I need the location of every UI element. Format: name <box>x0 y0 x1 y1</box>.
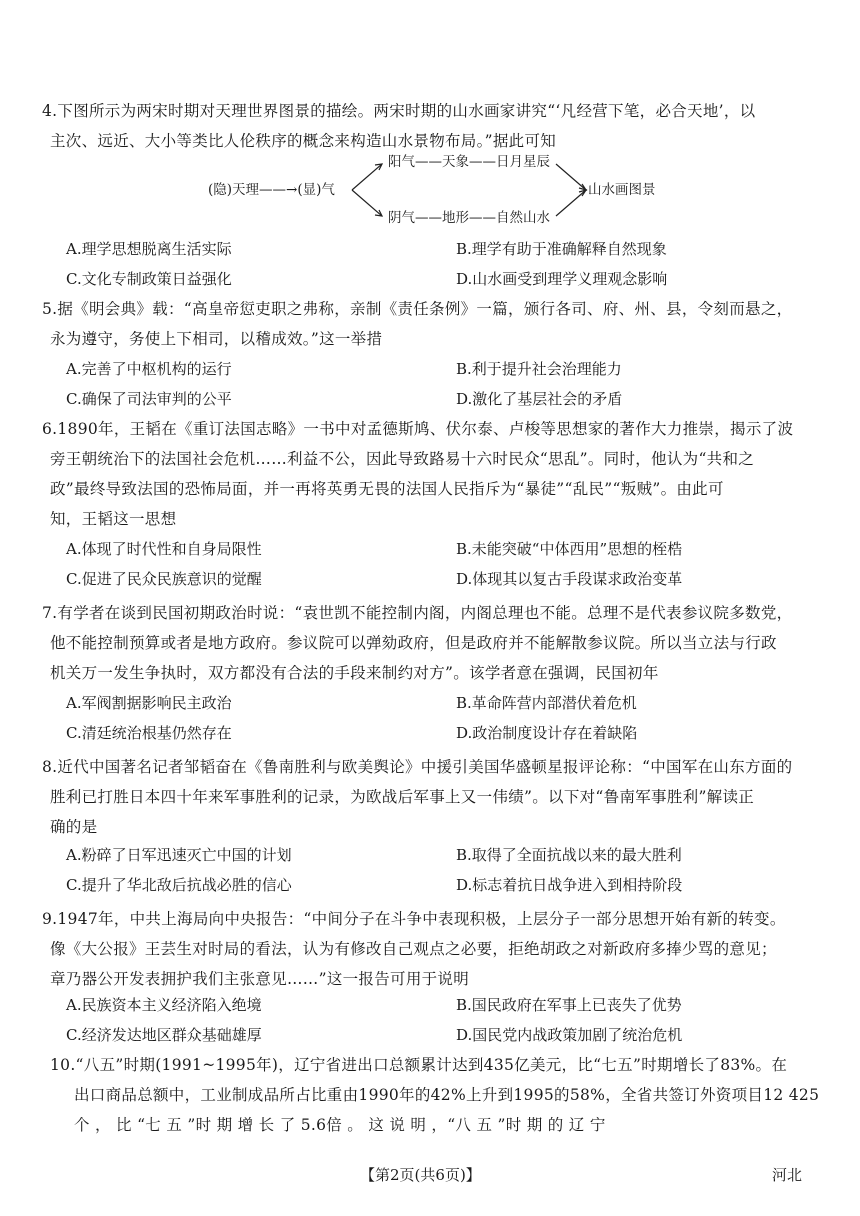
question-5-stem-line-1: 5.据《明会典》载：“高皇帝愆吏职之弗称，亲制《责任条例》一篇，颁行各司、府、州、县，令刻而悬之， <box>42 300 793 318</box>
question-10-stem-line-3: 个 ， 比 “七 五 ”时 期 增 长 了 5.6倍 。 这 说 明 ，“八 五 ”时 期 的 辽 宁 <box>74 1116 606 1134</box>
question-4 <box>42 96 822 156</box>
option-b: B.理学有助于准确解释自然现象 <box>456 240 667 258</box>
question-9-options <box>66 990 806 1050</box>
question-9-stem-line-2: 像《大公报》王芸生对时局的看法，认为有修改自己观点之必要，拒绝胡政之对新政府多捧少骂的意见； <box>50 940 777 958</box>
question-7-stem-line-1: 7.有学者在谈到民国初期政治时说：“袁世凯不能控制内阁，内阁总理也不能。总理不是代表参议院多数党， <box>42 604 793 622</box>
diagram-right-label: 山水画图景 <box>588 182 656 198</box>
question-6-stem-line-1: 6.1890年，王韬在《重订法国志略》一书中对孟德斯鸠、伏尔泰、卢梭等思想家的著作大力推崇，揭示了波 <box>42 420 794 438</box>
option-c: C.促进了民众民族意识的觉醒 <box>66 570 262 588</box>
diagram-bottom-label: 阴气——地形——自然山水 <box>388 210 550 226</box>
option-a: A.军阀割据影响民主政治 <box>66 694 232 712</box>
question-7 <box>42 598 822 688</box>
page-number: 【第2页(共6页)】 <box>360 1166 481 1184</box>
region-label: 河北 <box>772 1166 803 1184</box>
option-b: B.革命阵营内部潜伏着危机 <box>456 694 637 712</box>
question-8-options <box>66 840 806 900</box>
option-a: A.完善了中枢机构的运行 <box>66 360 232 378</box>
question-9 <box>42 904 822 994</box>
question-5-options <box>66 354 806 414</box>
question-8 <box>42 752 822 842</box>
question-4-options <box>66 234 806 294</box>
question-6-stem-line-3: 政”最终导致法国的恐怖局面，并一再将英勇无畏的法国人民指斥为“暴徒”“乱民”“叛贼”。由此可 <box>50 480 724 498</box>
question-9-stem-line-3: 章乃器公开发表拥护我们主张意见……”这一报告可用于说明 <box>50 970 470 988</box>
diagram-merge-arrows <box>554 160 590 220</box>
question-7-options <box>66 688 806 748</box>
question-10-stem-line-1: 10.“八五”时期(1991~1995年)，辽宁省进出口总额累计达到435亿美元，比“七五”时期增长了83%。在 <box>50 1056 788 1074</box>
question-6-options <box>66 534 806 594</box>
option-d: D.国民党内战政策加剧了统治危机 <box>456 1026 683 1044</box>
question-4-stem-line-1: 4.下图所示为两宋时期对天理世界图景的描绘。两宋时期的山水画家讲究“‘凡经营下笔，必合天地’，以 <box>42 102 756 120</box>
question-6-stem-line-4: 知，王韬这一思想 <box>50 510 177 528</box>
option-c: C.经济发达地区群众基础雄厚 <box>66 1026 262 1044</box>
option-b: B.国民政府在军事上已丧失了优势 <box>456 996 682 1014</box>
option-b: B.利于提升社会治理能力 <box>456 360 622 378</box>
option-d: D.政治制度设计存在着缺陷 <box>456 724 638 742</box>
option-b: B.未能突破“中体西用”思想的桎梏 <box>456 540 683 558</box>
option-c: C.确保了司法审判的公平 <box>66 390 232 408</box>
diagram-fork-arrows <box>350 160 386 220</box>
diagram-top-label: 阳气——天象——日月星辰 <box>388 154 550 170</box>
question-6 <box>42 414 822 534</box>
option-d: D.体现其以复古手段谋求政治变革 <box>456 570 683 588</box>
question-10 <box>50 1050 820 1140</box>
option-d: D.激化了基层社会的矛盾 <box>456 390 623 408</box>
option-a: A.理学思想脱离生活实际 <box>66 240 232 258</box>
option-a: A.民族资本主义经济陷入绝境 <box>66 996 262 1014</box>
question-10-stem-line-2: 出口商品总额中，工业制成品所占比重由1990年的42%上升到1995的58%，全省共签订外资项目12 425 <box>74 1086 820 1104</box>
option-a: A.粉碎了日军迅速灭亡中国的计划 <box>66 846 292 864</box>
question-7-stem-line-3: 机关万一发生争执时，双方都没有合法的手段来制约对方”。该学者意在强调，民国初年 <box>50 664 659 682</box>
option-c: C.清廷统治根基仍然存在 <box>66 724 232 742</box>
question-7-stem-line-2: 他不能控制预算或者是地方政府。参议院可以弹劾政府，但是政府并不能解散参议院。所以当立法与行政 <box>50 634 777 652</box>
question-8-stem-line-3: 确的是 <box>50 818 98 836</box>
question-4-stem-line-2: 主次、远近、大小等类比人伦秩序的概念来构造山水景物布局。”据此可知 <box>50 132 557 150</box>
option-a: A.体现了时代性和自身局限性 <box>66 540 262 558</box>
question-6-stem-line-2: 旁王朝统治下的法国社会危机……利益不公，因此导致路易十六时民众“思乱”。同时，他认为“共和之 <box>50 450 755 468</box>
question-5 <box>42 294 822 354</box>
option-b: B.取得了全面抗战以来的最大胜利 <box>456 846 682 864</box>
question-8-stem-line-2: 胜利已打胜日本四十年来军事胜利的记录，为欧战后军事上又一伟绩”。以下对“鲁南军事胜利”解读正 <box>50 788 755 806</box>
diagram-left-label: (隐)天理——→(显)气 <box>208 182 335 198</box>
option-d: D.标志着抗日战争进入到相持阶段 <box>456 876 683 894</box>
question-9-stem-line-1: 9.1947年，中共上海局向中央报告：“中间分子在斗争中表现积极，上层分子一部分思想开始有新的转变。 <box>42 910 786 928</box>
question-5-stem-line-2: 永为遵守，务使上下相司，以稽成效。”这一举措 <box>50 330 383 348</box>
option-c: C.文化专制政策日益强化 <box>66 270 232 288</box>
tianli-diagram <box>208 150 658 230</box>
question-8-stem-line-1: 8.近代中国著名记者邹韬奋在《鲁南胜利与欧美舆论》中援引美国华盛顿星报评论称：“中国军在山东方面的 <box>42 758 793 776</box>
option-c: C.提升了华北敌后抗战必胜的信心 <box>66 876 292 894</box>
option-d: D.山水画受到理学义理观念影响 <box>456 270 668 288</box>
